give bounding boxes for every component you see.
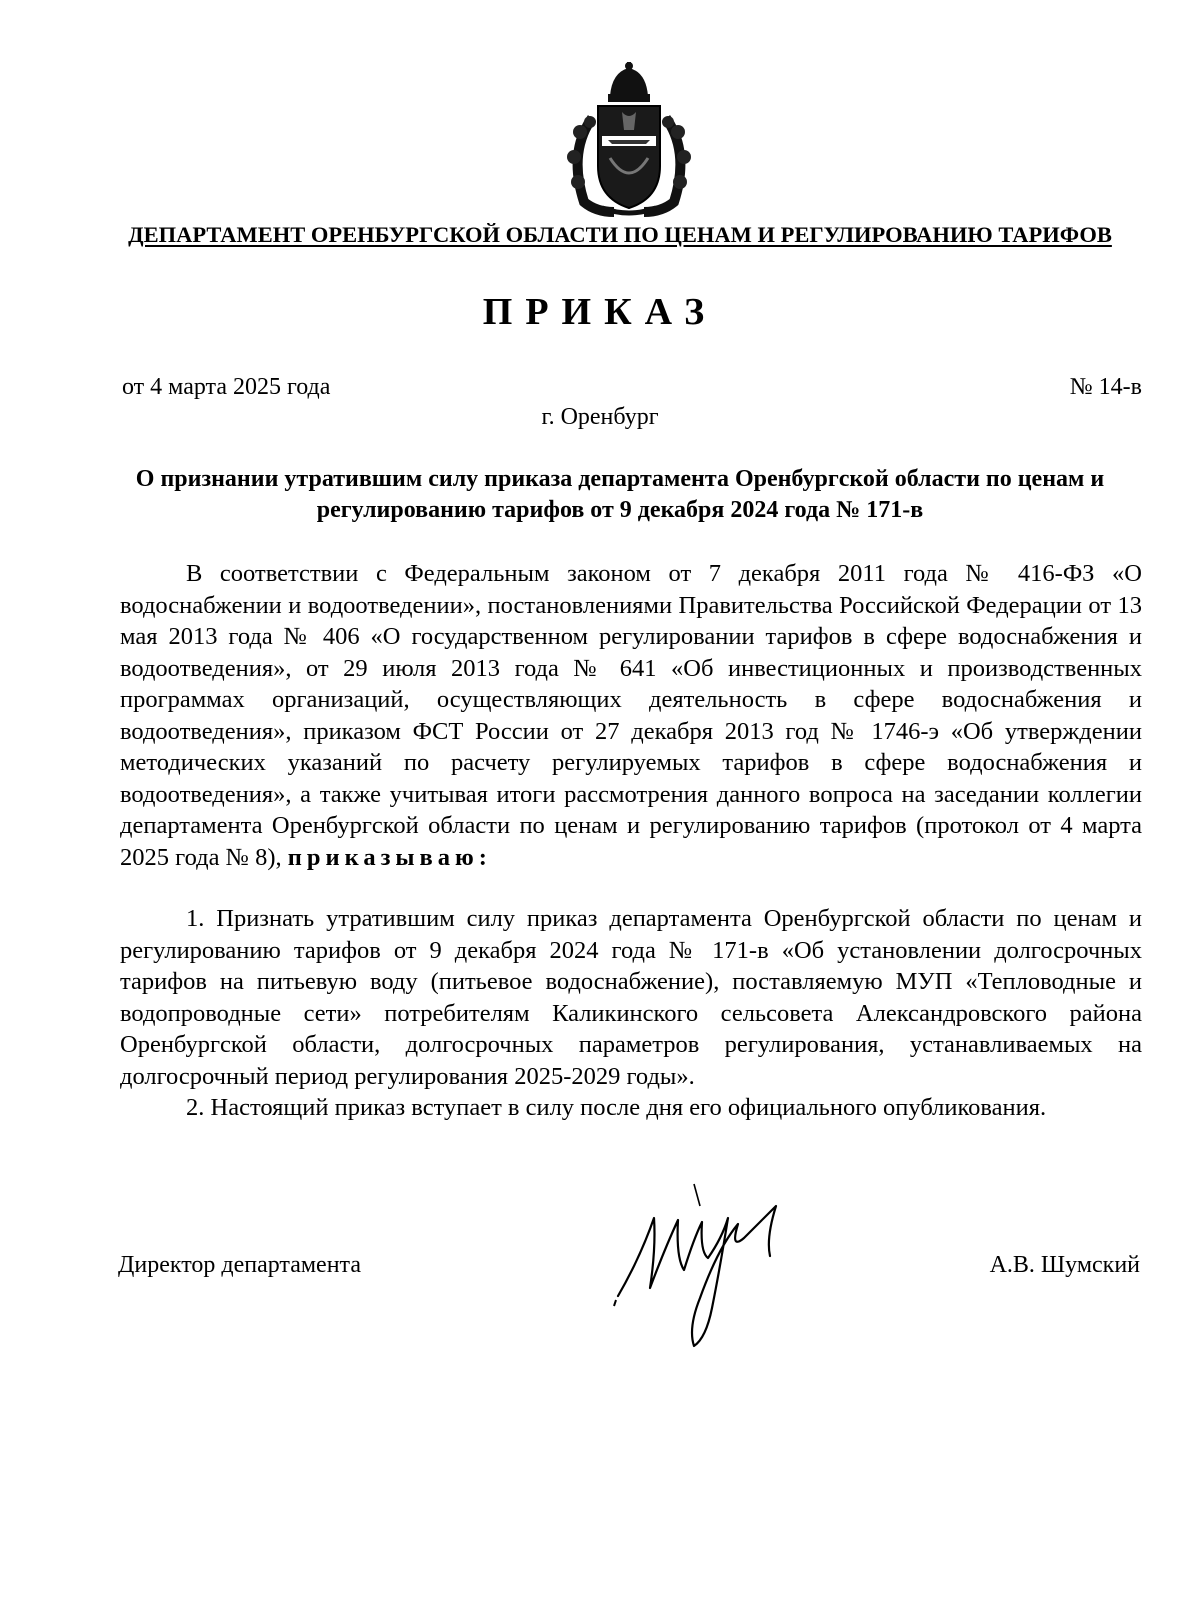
department-name: ДЕПАРТАМЕНТ ОРЕНБУРГСКОЙ ОБЛАСТИ ПО ЦЕНАМ И РЕГУЛИРОВАНИЮ ТАРИФОВ — [128, 222, 1112, 247]
document-type-title: ПРИКАЗ — [482, 291, 718, 333]
document-date: от 4 марта 2025 года — [122, 374, 331, 400]
signatory-name: А.В. Шумский — [989, 1252, 1140, 1278]
document-number: № 14-в — [1069, 374, 1142, 400]
document-body — [120, 558, 1142, 1124]
signatory-role: Директор департамента — [118, 1252, 361, 1278]
item-2-paragraph: 2. Настоящий приказ вступает в силу после дня его официального опубликования. — [186, 1094, 1047, 1121]
order-word: приказываю: — [287, 843, 492, 871]
handwritten-signature-icon — [610, 1178, 810, 1358]
document-city: г. Оренбург — [541, 404, 659, 430]
item-1-paragraph: 1. Признать утратившим силу приказ департамента Оренбургской области по ценам и регулированию тарифов от 9 декабря 2024 года № 171-в «Об установлении долгосрочных тарифов на питьевую воду (питьевое водоснабжение), поставляемую МУП «Тепловодные и водопроводные сети» потребителям Каликинского сельсовета Александровского района Оренбургской области, долгосрочных параметров регулирования, устанавливаемых на долгосрочный период регулирования 2025-2029 годы». — [120, 905, 1142, 1090]
coat-of-arms-icon — [562, 62, 696, 218]
preamble-paragraph — [120, 558, 1142, 873]
document-heading: О признании утратившим силу приказа департамента Оренбургской области по ценам и регулированию тарифов от 9 декабря 2024 года № 171-в — [135, 466, 1105, 523]
preamble-text: В соответствии с Федеральным законом от 7 декабря 2011 года № 416-ФЗ «О водоснабжении и водоотведении», постановлениями Правительства Российской Федерации от 13 мая 2013 года № 406 «О государственном регулировании тарифов в сфере водоснабжения и водоотведения», от 29 июля 2013 года № 641 «Об инвестиционных и производственных программах организаций, осуществляющих деятельность в сфере водоснабжения и водоотведения», приказом ФСТ России от 27 декабря 2013 год № 1746-э «Об утверждении методических указаний по расчету регулируемых тарифов в сфере водоснабжения и водоотведения», а также учитывая итоги рассмотрения данного вопроса на заседании коллегии департамента Оренбургской области по ценам и регулированию тарифов (протокол от 4 марта 2025 года № 8), — [120, 560, 1142, 871]
